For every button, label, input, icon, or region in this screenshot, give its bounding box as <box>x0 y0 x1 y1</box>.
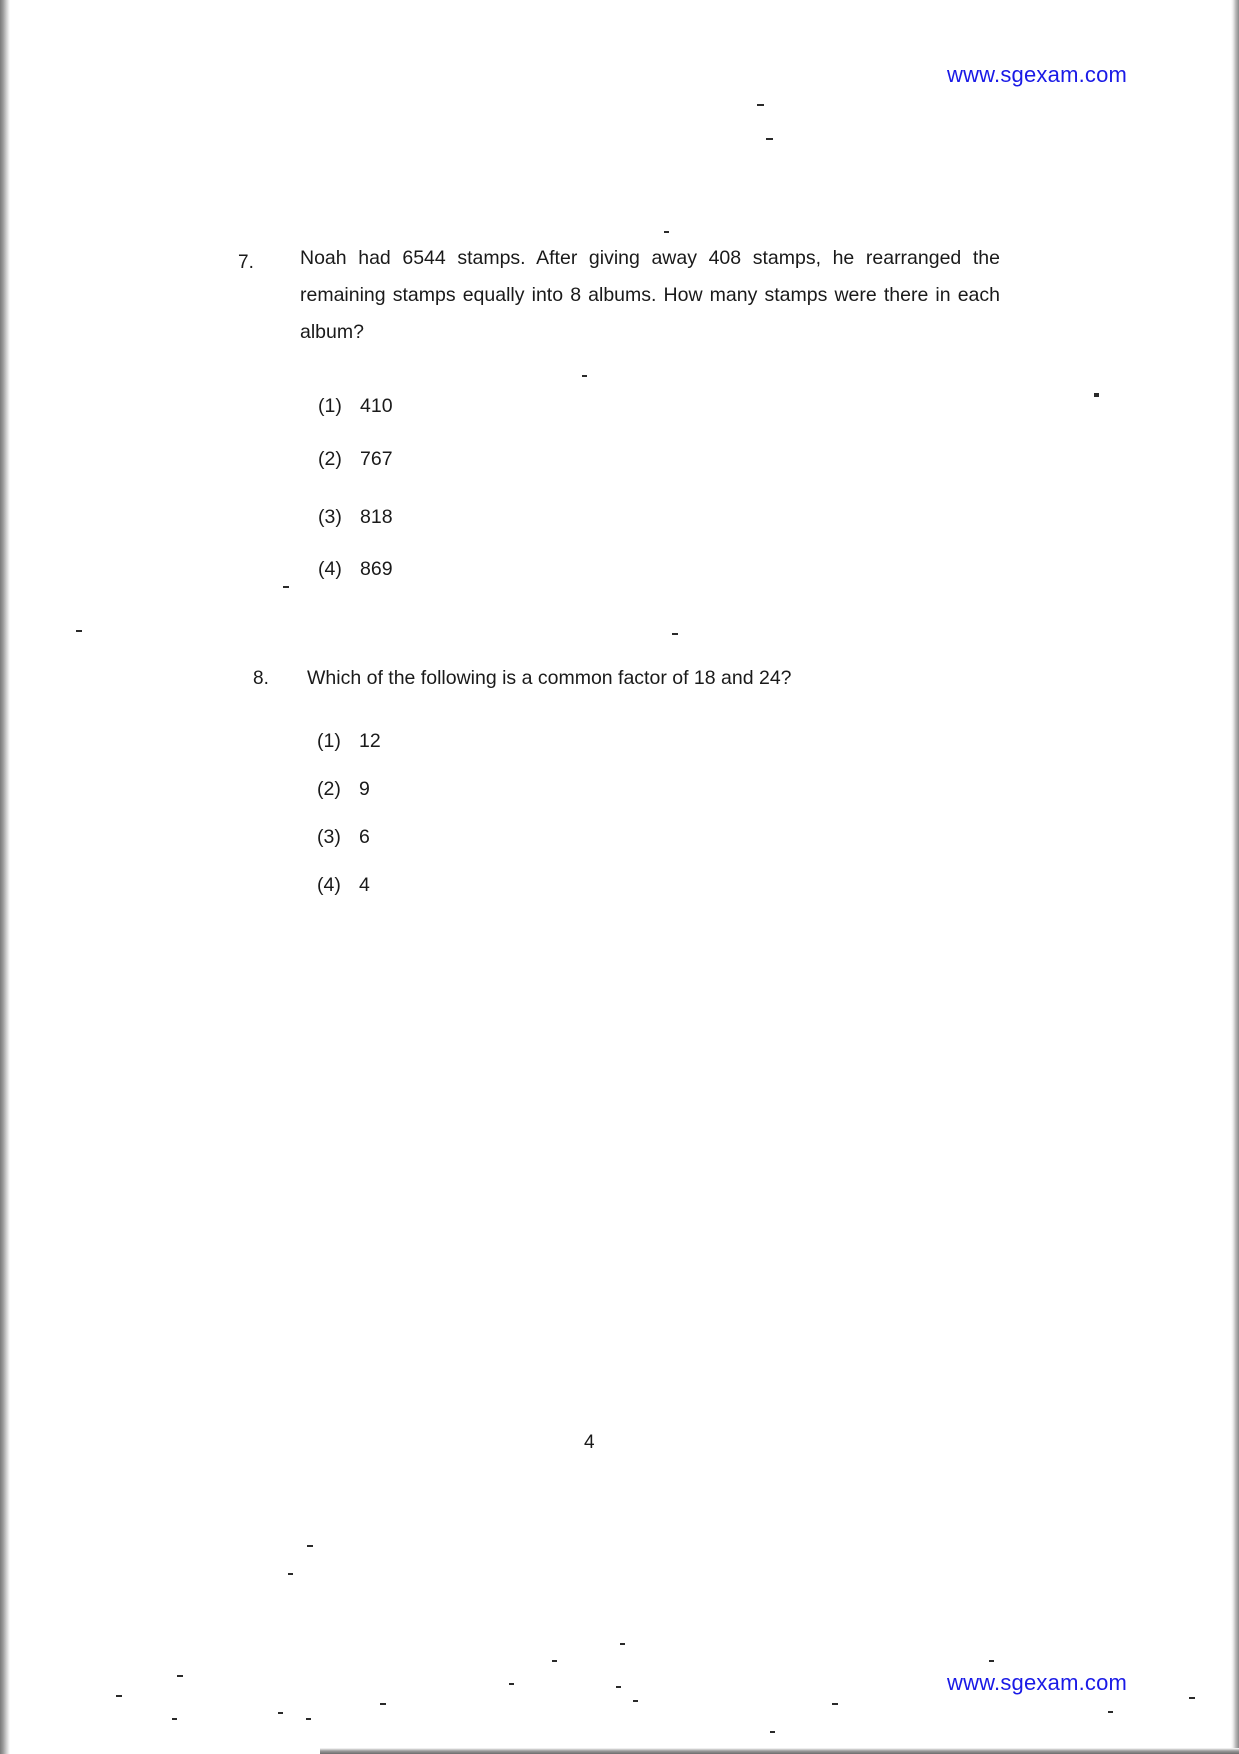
scan-speck <box>620 1643 625 1645</box>
scan-speck <box>307 1545 313 1547</box>
footer-website-link[interactable]: www.sgexam.com <box>947 1670 1128 1695</box>
option-label: (3) <box>318 506 342 528</box>
option-value: 818 <box>360 506 393 528</box>
scan-speck <box>582 375 587 377</box>
scan-speck <box>832 1703 838 1705</box>
scan-speck <box>380 1703 386 1705</box>
option-label: (4) <box>318 558 342 580</box>
scan-speck <box>278 1712 283 1714</box>
scan-speck <box>177 1675 183 1677</box>
scan-bottom-edge <box>320 1748 1239 1754</box>
scan-speck <box>1094 393 1099 397</box>
option-value: 869 <box>360 558 393 580</box>
option-value: 4 <box>359 874 370 896</box>
option-value: 6 <box>359 826 370 848</box>
question-7-option-4 <box>318 558 393 581</box>
header-website-link[interactable]: www.sgexam.com <box>947 62 1128 87</box>
scan-speck <box>76 630 82 632</box>
scan-speck <box>664 231 669 233</box>
scan-speck <box>672 633 678 635</box>
option-label: (3) <box>317 826 341 848</box>
question-8-number: 8. <box>253 668 269 689</box>
question-7-option-1 <box>318 395 393 418</box>
option-value: 410 <box>360 395 393 417</box>
question-7-number: 7. <box>238 252 254 273</box>
scan-left-edge <box>0 0 10 1754</box>
scan-speck <box>766 138 773 140</box>
page-number: 4 <box>584 1432 595 1453</box>
option-value: 12 <box>359 730 381 752</box>
scan-right-edge <box>1231 0 1239 1754</box>
option-value: 767 <box>360 448 393 470</box>
scan-speck <box>172 1718 177 1720</box>
scan-speck <box>306 1718 311 1720</box>
scan-speck <box>1108 1711 1113 1713</box>
scan-speck <box>283 586 289 588</box>
question-8-option-1 <box>317 730 381 753</box>
question-8-option-2 <box>317 778 370 801</box>
scan-speck <box>288 1573 293 1575</box>
question-8-text: Which of the following is a common factor of 18 and 24? <box>307 667 792 689</box>
question-8-option-4 <box>317 874 370 897</box>
option-value: 9 <box>359 778 370 800</box>
option-label: (4) <box>317 874 341 896</box>
scan-speck <box>509 1683 514 1685</box>
question-7-option-3 <box>318 506 393 529</box>
scan-speck <box>1189 1697 1195 1699</box>
question-8-option-3 <box>317 826 370 849</box>
question-7-text: Noah had 6544 stamps. After giving away 408 stamps, he rearranged the remaining stamps equally into 8 albums. How many stamps were there in each album? <box>300 247 1000 343</box>
option-label: (1) <box>317 730 341 752</box>
option-label: (2) <box>318 448 342 470</box>
scan-speck <box>552 1660 557 1662</box>
scan-speck <box>116 1695 122 1697</box>
question-7-option-2 <box>318 448 393 471</box>
scan-speck <box>757 104 764 106</box>
scan-speck <box>989 1660 994 1662</box>
scan-speck <box>633 1700 638 1702</box>
option-label: (2) <box>317 778 341 800</box>
scan-speck <box>770 1731 775 1733</box>
option-label: (1) <box>318 395 342 417</box>
scan-speck <box>616 1686 621 1688</box>
